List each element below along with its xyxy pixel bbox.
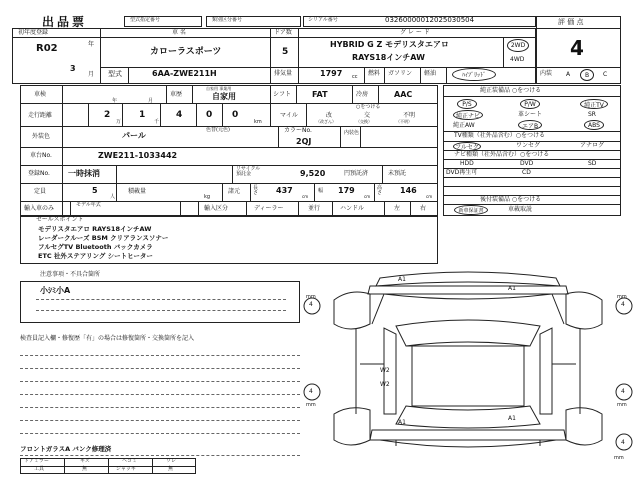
drive-4wd: 4WD bbox=[510, 56, 525, 63]
new-car-warranty-circle: 新車保証書 bbox=[454, 205, 488, 215]
meter-opt-replaced: 交 bbox=[364, 112, 371, 119]
mileage-km-unit: km bbox=[254, 119, 262, 125]
recycle-value: 9,520 bbox=[300, 169, 326, 178]
type-designation-label: 型式指定番号 bbox=[130, 17, 161, 23]
navi-sd: SD bbox=[588, 160, 597, 167]
damage-mark-rear-2: A1 bbox=[508, 415, 516, 422]
import-type-label: 輸入区分 bbox=[204, 205, 229, 212]
sales-point-2: レーダークルーズ BSM クリアランスソナー bbox=[38, 234, 169, 242]
tire-depth-spare: 4 bbox=[621, 439, 625, 446]
exterior-color-label: 外装色 bbox=[32, 133, 51, 140]
mileage-digit-1: 2 bbox=[104, 110, 111, 120]
length-label: 長さ bbox=[253, 185, 259, 196]
handle-left: 左 bbox=[394, 205, 401, 212]
handle-right: 右 bbox=[420, 205, 427, 212]
serial-label: シリアル番号 bbox=[308, 17, 338, 23]
shift-label: シフト bbox=[273, 91, 292, 98]
import-parallel: 並行 bbox=[308, 205, 321, 212]
model-year-label: モデル年式 bbox=[76, 202, 101, 208]
grade-label: グ レ ー ド bbox=[400, 29, 430, 36]
car-damage-diagram bbox=[300, 264, 636, 476]
interior-grade-b-circle: B bbox=[580, 69, 594, 81]
original-color-label: 色替(元色) bbox=[206, 127, 230, 133]
fuel-label: 燃料 bbox=[368, 70, 381, 77]
navi-dvd: DVD bbox=[520, 160, 534, 167]
interior-grade-a: A bbox=[566, 71, 571, 78]
sales-points-label: セールスポイント bbox=[36, 216, 84, 223]
sales-point-1: モデリスタエアロ RAYS18インチAW bbox=[38, 225, 152, 233]
size-label: 諸元 bbox=[228, 188, 241, 195]
meter-circle-note: ○をつける bbox=[356, 104, 381, 110]
load-unit: kg bbox=[204, 194, 211, 200]
acc-dent: ヘコミ bbox=[122, 458, 138, 464]
acc-none-1: 無 bbox=[82, 466, 88, 472]
width-value: 179 bbox=[338, 186, 355, 195]
meter-opt-altered: 改 bbox=[326, 112, 333, 119]
car-name-label: 車 名 bbox=[172, 29, 186, 36]
load-label: 積載量 bbox=[128, 188, 147, 195]
aftermarket-label: 後付装備品 ○をつける bbox=[480, 196, 542, 203]
year-unit: 年 bbox=[88, 41, 95, 48]
navi-hdd: HDD bbox=[460, 160, 474, 167]
ac-label: 冷房 bbox=[356, 91, 369, 98]
registration-label: 登録No. bbox=[28, 170, 50, 177]
displacement-label: 排気量 bbox=[274, 70, 293, 77]
meter-sub-unknown: （不明） bbox=[396, 119, 412, 124]
handle-label: ハンドル bbox=[340, 205, 365, 212]
recycle-label: リサイクル 預託金 bbox=[236, 166, 261, 177]
grade-line1: HYBRID G Z モデリスタエアロ bbox=[330, 40, 449, 49]
damage-mark-front-1: A1 bbox=[398, 276, 406, 283]
door-count: 5 bbox=[282, 47, 289, 57]
first-reg-month: 3 bbox=[70, 64, 76, 73]
acc-scratch: キズ bbox=[80, 458, 90, 464]
mileage-digit-5: 0 bbox=[232, 110, 239, 120]
acc-jack: ジャッキ bbox=[116, 466, 136, 472]
sheet-title: 出品票 bbox=[42, 15, 88, 29]
height-label: 高さ bbox=[377, 185, 383, 196]
damage-mark-side-2: W2 bbox=[380, 381, 390, 388]
equip-pw-circle: P/W bbox=[520, 99, 540, 109]
windshield-note: フロントガラスA バンク修理済 bbox=[20, 445, 112, 453]
recycle-not-deposited: 未預託 bbox=[388, 170, 407, 177]
mileage-man-unit: 万 bbox=[116, 119, 122, 125]
height-value: 146 bbox=[400, 186, 417, 195]
equip-aw: 純正AW bbox=[453, 122, 475, 129]
fuel-gasoline: ガソリン bbox=[388, 70, 413, 77]
standard-equip-label: 純正装備品 ○をつける bbox=[480, 87, 542, 94]
meter-sub-replaced: （交換） bbox=[356, 119, 372, 124]
usage-value: 自家用 bbox=[212, 92, 236, 101]
acc-none-2: 無 bbox=[168, 466, 174, 472]
tire-depth-rear-right: 4 bbox=[621, 388, 625, 395]
width-cm: cm bbox=[364, 194, 371, 199]
class-category-label: 類別区分番号 bbox=[212, 17, 243, 23]
usage-options: 自家用 事業用 bbox=[206, 86, 232, 91]
serial-number: 03260000012025030504 bbox=[385, 16, 475, 24]
registration-value: 一時抹消 bbox=[68, 169, 100, 178]
exterior-color-value: パール bbox=[122, 131, 146, 140]
capacity-value: 5 bbox=[92, 186, 98, 195]
color-code-value: 2QJ bbox=[296, 137, 312, 146]
equip-ps-circle: P/S bbox=[457, 99, 477, 109]
tire-depth-front-left-unit: mm bbox=[306, 294, 316, 300]
equip-leather: 革シート bbox=[518, 111, 543, 118]
interior-grade-c: C bbox=[603, 71, 608, 78]
mileage-thousand-unit: 千 bbox=[154, 119, 160, 125]
recycle-deposited: 円預託済 bbox=[344, 170, 369, 177]
acc-crack: ワレ bbox=[166, 458, 177, 464]
dvd-playback-label: DVD再生可 bbox=[446, 169, 478, 176]
equip-sr: SR bbox=[588, 111, 596, 118]
meter-label: マイル bbox=[280, 112, 298, 119]
ac-value: AAC bbox=[394, 90, 413, 99]
meter-sub-altered: （改ざん） bbox=[316, 119, 336, 124]
mileage-digit-4: 0 bbox=[206, 110, 213, 120]
caution-text: 小ｼﾐ小A bbox=[40, 286, 71, 295]
first-reg-year: R02 bbox=[36, 43, 58, 54]
inspection-label: 車検 bbox=[34, 91, 47, 98]
acc-door-mirror: ドアミラー bbox=[24, 458, 49, 464]
tire-depth-spare-unit: mm bbox=[614, 455, 624, 461]
model-code: 6AA-ZWE211H bbox=[152, 69, 217, 78]
capacity-unit: 人 bbox=[110, 194, 116, 200]
tire-depth-front-left: 4 bbox=[309, 301, 313, 308]
equip-navi-circle: 純正ナビ bbox=[453, 110, 483, 120]
damage-mark-rear-1: A1 bbox=[398, 419, 406, 426]
sales-point-4: ETC 社外ステアリング シートヒーター bbox=[38, 252, 153, 260]
cd-label: CD bbox=[522, 169, 531, 176]
score-value: 4 bbox=[570, 36, 584, 60]
usage-label: 車歴 bbox=[170, 91, 183, 98]
length-cm: cm bbox=[302, 194, 309, 199]
inspection-month-unit: 月 bbox=[148, 98, 154, 104]
interior-color-label: 内装色 bbox=[344, 130, 360, 136]
height-cm: cm bbox=[426, 194, 433, 199]
fuel-hybrid-circle: ﾊｲﾌﾞﾘｯﾄﾞ bbox=[452, 68, 496, 81]
chassis-label: 車台No. bbox=[30, 152, 52, 159]
model-label: 型式 bbox=[108, 70, 122, 78]
inspector-label: 検査員記入欄・修復歴「有」の場合は修復箇所・交換箇所を記入 bbox=[20, 335, 195, 342]
cc-unit: cc bbox=[352, 74, 358, 80]
tire-depth-rear-left-unit: mm bbox=[306, 402, 316, 408]
meter-opt-unknown: 不明 bbox=[403, 112, 416, 119]
mileage-digit-3: 4 bbox=[176, 110, 183, 120]
tire-depth-rear-left: 4 bbox=[309, 388, 313, 395]
damage-mark-side-1: W2 bbox=[380, 367, 390, 374]
equip-tv-circle: 純正TV bbox=[580, 99, 608, 109]
interior-grade-label: 内装 bbox=[540, 70, 553, 77]
month-unit: 月 bbox=[88, 71, 95, 78]
first-reg-label: 初年度登録 bbox=[18, 29, 49, 36]
fuel-diesel: 軽油 bbox=[424, 70, 437, 77]
tv-oneseg: ワンセグ bbox=[516, 142, 541, 149]
shift-value: FAT bbox=[312, 90, 328, 99]
tire-depth-front-right-unit: mm bbox=[617, 294, 627, 300]
inspection-year-unit: 年 bbox=[112, 98, 118, 104]
damage-mark-front-2: A1 bbox=[508, 285, 516, 292]
capacity-label: 定員 bbox=[34, 188, 47, 195]
door-label: ドア数 bbox=[274, 29, 292, 36]
tv-fullseg-circle: フルセグ bbox=[453, 142, 481, 151]
navi-type-label: ナビ種類（社外品含む）○をつける bbox=[454, 151, 550, 158]
car-name: カローラスポーツ bbox=[150, 47, 222, 57]
sales-point-3: フルセグTV Bluetooth バックカメラ bbox=[38, 243, 153, 251]
equip-abs-circle: ABS bbox=[584, 120, 604, 130]
chassis-value: ZWE211-1033442 bbox=[98, 151, 178, 160]
import-dealer: ディーラー bbox=[254, 205, 284, 212]
tv-type-label: TV種類（社外品含む）○をつける bbox=[454, 132, 546, 139]
owner-manual: 車載取説 bbox=[508, 206, 533, 213]
drive-2wd-circle: 2WD bbox=[507, 39, 529, 52]
import-label: 輸入車のみ bbox=[24, 205, 55, 212]
tire-depth-front-right: 4 bbox=[621, 301, 625, 308]
tv-analog: アナログ bbox=[580, 142, 605, 149]
color-code-label: カラーNo. bbox=[284, 127, 312, 134]
caution-label: 注意事項・不具合箇所 bbox=[40, 271, 101, 278]
acc-tools: 工具 bbox=[34, 466, 45, 472]
mileage-label: 走行距離 bbox=[28, 112, 53, 119]
score-label: 評 価 点 bbox=[558, 18, 584, 26]
grade-line2: RAYS18インチAW bbox=[352, 53, 425, 62]
mileage-digit-2: 1 bbox=[139, 110, 146, 120]
tire-depth-rear-right-unit: mm bbox=[617, 402, 627, 408]
displacement-value: 1797 bbox=[320, 69, 343, 78]
width-label: 幅 bbox=[318, 188, 324, 194]
length-value: 437 bbox=[276, 186, 293, 195]
equip-airbag-circle: エアB bbox=[518, 120, 542, 130]
